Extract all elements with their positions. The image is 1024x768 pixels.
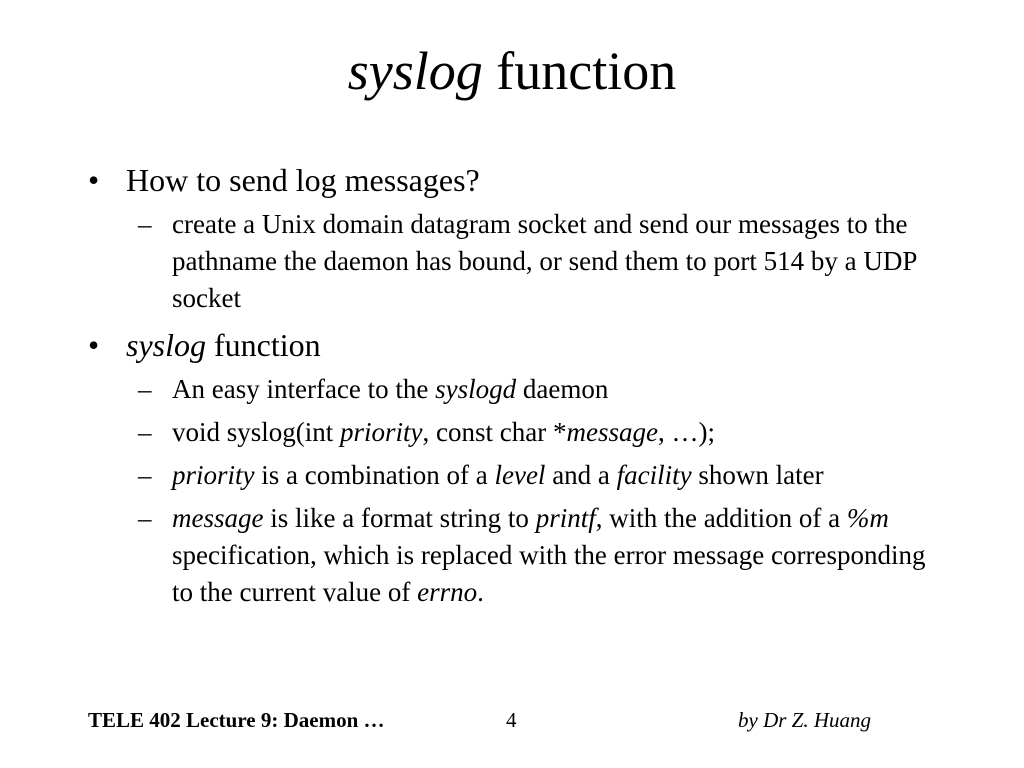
text-run: , …); [657, 417, 715, 447]
sub-item [138, 500, 948, 611]
bullet-mark: • [88, 327, 100, 363]
dash-mark: – [138, 209, 152, 239]
text-italic: message [566, 417, 658, 447]
text-run: void syslog(int [172, 417, 341, 447]
sub-text [172, 457, 948, 494]
bullet-item [88, 325, 948, 365]
bullet-mark: • [88, 162, 100, 198]
text-run: , const char * [422, 417, 567, 447]
sub-item [138, 457, 948, 494]
sub-item [138, 206, 948, 317]
slide-content [88, 160, 948, 619]
text-italic: message [172, 503, 264, 533]
text-run: and a [545, 460, 617, 490]
text-italic: priority [172, 460, 255, 490]
sub-item [138, 414, 948, 451]
text-italic: level [494, 460, 546, 490]
sub-text: create a Unix domain datagram socket and send our messages to the pathname the daemon has bound, or send them to port 514 by a UDP socket [172, 209, 917, 313]
text-run: . [477, 577, 484, 607]
text-italic: printf [535, 503, 596, 533]
text-italic: priority [340, 417, 423, 447]
bullet-italic: syslog [126, 327, 206, 363]
text-run: specification, which is replaced with the error message corresponding to the current value of [172, 540, 926, 607]
dash-mark: – [138, 503, 152, 533]
footer-author: by Dr Z. Huang [738, 708, 872, 732]
text-italic: syslogd [435, 374, 517, 404]
footer-page-number: 4 [506, 708, 517, 732]
bullet-text [126, 325, 948, 365]
slide-title [0, 40, 1024, 102]
sub-list [138, 206, 948, 317]
dash-mark: – [138, 374, 152, 404]
text-italic: %m [846, 503, 889, 533]
bullet-item [88, 160, 948, 200]
text-run: daemon [516, 374, 609, 404]
title-rest: function [482, 41, 677, 101]
sub-item [138, 371, 948, 408]
text-run: is like a format string to [263, 503, 536, 533]
bullet-rest: function [206, 327, 321, 363]
text-run: shown later [691, 460, 824, 490]
text-run: An easy interface to the [172, 374, 436, 404]
dash-mark: – [138, 417, 152, 447]
bullet-text: How to send log messages? [126, 162, 480, 198]
sub-text [172, 414, 948, 451]
text-run: is a combination of a [254, 460, 495, 490]
footer-course: TELE 402 Lecture 9: Daemon … [88, 708, 385, 732]
sub-text [172, 371, 948, 408]
text-run: , with the addition of a [595, 503, 847, 533]
title-italic: syslog [347, 41, 483, 101]
text-italic: errno [417, 577, 478, 607]
dash-mark: – [138, 460, 152, 490]
sub-text [172, 500, 948, 611]
text-italic: facility [616, 460, 692, 490]
sub-list [138, 371, 948, 611]
